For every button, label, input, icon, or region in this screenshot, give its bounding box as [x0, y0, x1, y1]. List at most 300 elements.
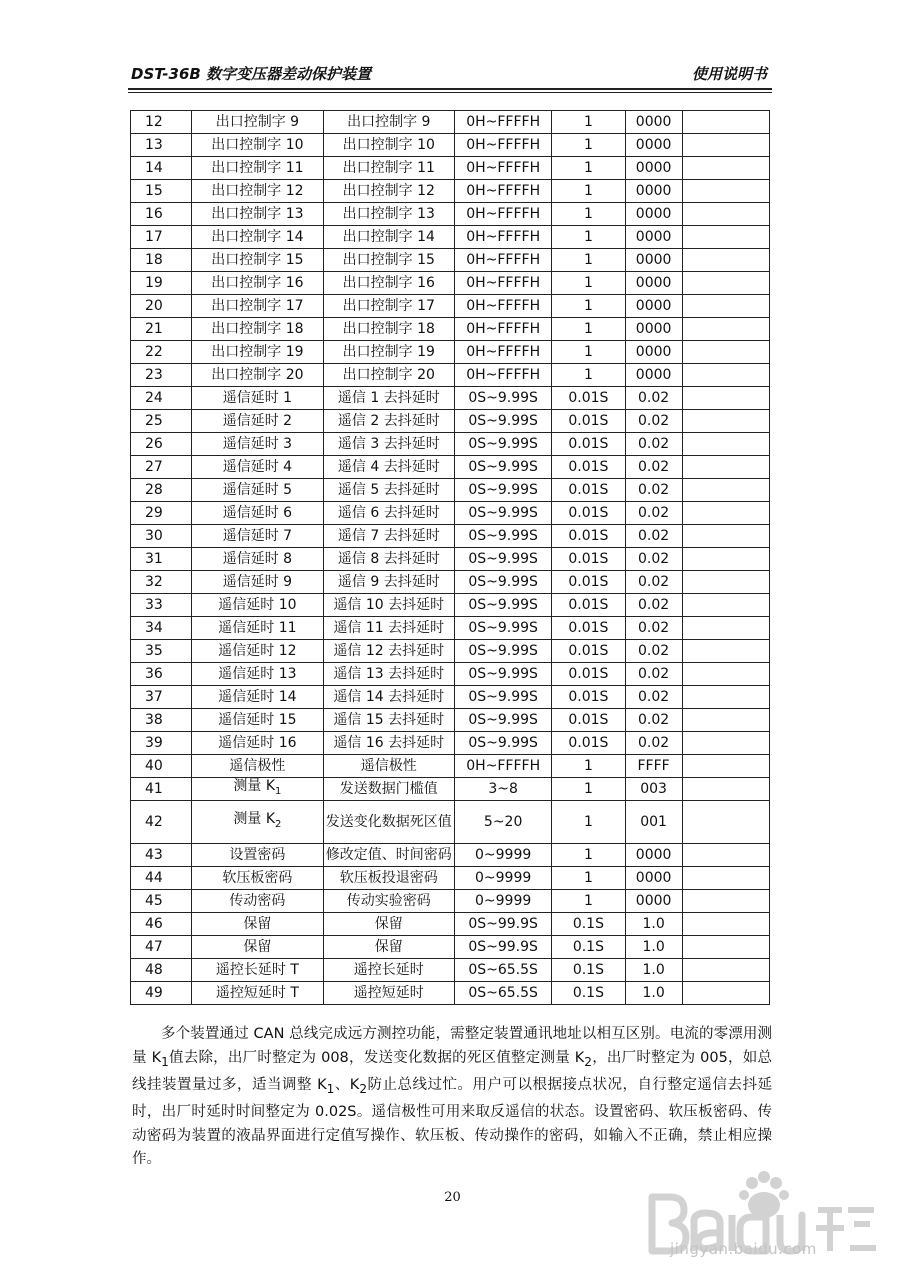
cell-range-text: 0H~FFFFH: [466, 321, 541, 337]
cell-note: [682, 686, 769, 709]
cell-step: [552, 982, 625, 1005]
cell-name-text: 出口控制字 14: [211, 229, 304, 245]
cell-note: [682, 226, 769, 249]
cell-description-text: 出口控制字 20: [342, 367, 435, 383]
table-row: [131, 594, 770, 617]
cell-name: [192, 111, 323, 134]
cell-name: [192, 364, 323, 387]
cell-description-text: 遥控长延时: [353, 962, 424, 978]
cell-default-text: 001: [640, 814, 667, 830]
cell-number-text: 34: [145, 620, 163, 636]
cell-description-text: 出口控制字 17: [342, 298, 435, 314]
table-row: [131, 364, 770, 387]
cell-note: [682, 134, 769, 157]
cell-note: [682, 479, 769, 502]
cell-step-text: 0.1S: [572, 916, 604, 932]
cell-range-text: 0~9999: [475, 870, 532, 886]
cell-name: [192, 663, 323, 686]
cell-step: [552, 732, 625, 755]
cell-step: [552, 801, 625, 844]
cell-range-text: 0H~FFFFH: [466, 183, 541, 199]
cell-default: [625, 456, 682, 479]
cell-number-text: 21: [145, 321, 163, 337]
cell-note: [682, 982, 769, 1005]
cell-number: [131, 640, 192, 663]
cell-step-text: 1: [583, 183, 593, 199]
cell-number-text: 15: [145, 183, 163, 199]
header-rule: [128, 88, 772, 93]
cell-step-text: 1: [583, 252, 593, 268]
cell-name-subscript: 2: [275, 818, 282, 830]
cell-range: [455, 433, 552, 456]
cell-description-text: 出口控制字 15: [342, 252, 435, 268]
watermark-url: jingyan.baidu.com: [670, 1240, 817, 1258]
cell-description: [323, 479, 454, 502]
cell-default-text: 003: [640, 781, 667, 797]
cell-default-text: 0000: [635, 893, 672, 909]
cell-step: [552, 525, 625, 548]
cell-number: [131, 387, 192, 410]
cell-range: [455, 801, 552, 844]
cell-description-text: 遥信 4 去抖延时: [337, 459, 440, 475]
cell-description-text: 出口控制字 19: [342, 344, 435, 360]
cell-description-text: 遥信 3 去抖延时: [337, 436, 440, 452]
cell-description-text: 出口控制字 18: [342, 321, 435, 337]
cell-step: [552, 341, 625, 364]
cell-step-text: 0.01S: [568, 620, 609, 636]
cell-note: [682, 180, 769, 203]
cell-number-text: 39: [145, 735, 163, 751]
cell-range: [455, 686, 552, 709]
cell-name-text: 遥信延时 2: [222, 413, 293, 429]
cell-description: [323, 364, 454, 387]
cell-note: [682, 801, 769, 844]
cell-description-text: 遥信极性: [360, 758, 417, 774]
cell-step: [552, 180, 625, 203]
cell-step-text: 0.01S: [568, 505, 609, 521]
cell-number: [131, 111, 192, 134]
cell-default: [625, 525, 682, 548]
cell-number-text: 35: [145, 643, 163, 659]
cell-default: [625, 778, 682, 801]
cell-range-text: 0S~9.99S: [468, 689, 538, 705]
cell-step: [552, 778, 625, 801]
cell-step: [552, 295, 625, 318]
cell-step: [552, 134, 625, 157]
cell-default-text: 0.02: [638, 436, 670, 452]
cell-default: [625, 594, 682, 617]
cell-default-text: 0.02: [638, 666, 670, 682]
cell-description-text: 遥信 16 去抖延时: [333, 735, 445, 751]
table-row: [131, 410, 770, 433]
cell-number-text: 22: [145, 344, 163, 360]
cell-default-text: 0.02: [638, 505, 670, 521]
cell-note: [682, 249, 769, 272]
cell-range: [455, 709, 552, 732]
cell-range: [455, 295, 552, 318]
cell-note: [682, 617, 769, 640]
cell-default: [625, 959, 682, 982]
cell-range: [455, 318, 552, 341]
table-row: [131, 801, 770, 844]
cell-name-text: 遥信延时 12: [218, 643, 297, 659]
cell-range: [455, 594, 552, 617]
cell-default: [625, 111, 682, 134]
cell-number-text: 23: [145, 367, 163, 383]
cell-step-text: 0.1S: [572, 985, 604, 1001]
cell-description-text: 遥信 6 去抖延时: [337, 505, 440, 521]
cell-step: [552, 571, 625, 594]
cell-description-text: 遥控短延时: [353, 985, 424, 1001]
table-row: [131, 640, 770, 663]
cell-range-text: 0S~9.99S: [468, 436, 538, 452]
cell-range-text: 0H~FFFFH: [466, 367, 541, 383]
cell-range-text: 0S~9.99S: [468, 459, 538, 475]
cell-description-text: 出口控制字 12: [342, 183, 435, 199]
cell-number: [131, 134, 192, 157]
cell-description: [323, 867, 454, 890]
cell-step: [552, 959, 625, 982]
cell-step-text: 1: [583, 298, 593, 314]
cell-range: [455, 617, 552, 640]
paragraph-subscript: 2: [359, 1081, 368, 1096]
cell-name-text: 设置密码: [229, 847, 286, 863]
cell-description-text: 遥信 5 去抖延时: [337, 482, 440, 498]
table-row: [131, 226, 770, 249]
cell-number: [131, 801, 192, 844]
cell-name: [192, 525, 323, 548]
cell-name: [192, 502, 323, 525]
cell-description: [323, 913, 454, 936]
cell-number: [131, 479, 192, 502]
table-row: [131, 959, 770, 982]
cell-name: [192, 959, 323, 982]
cell-number-text: 17: [145, 229, 163, 245]
cell-range: [455, 663, 552, 686]
cell-step: [552, 890, 625, 913]
cell-number-text: 30: [145, 528, 163, 544]
cell-name-text: 遥信延时 10: [218, 597, 297, 613]
cell-description-text: 遥信 1 去抖延时: [337, 390, 440, 406]
cell-name: [192, 801, 323, 844]
cell-number: [131, 272, 192, 295]
cell-step: [552, 111, 625, 134]
cell-note: [682, 203, 769, 226]
cell-step: [552, 364, 625, 387]
description-paragraph: [132, 1023, 772, 1172]
cell-default-text: 0000: [635, 275, 672, 291]
cell-note: [682, 844, 769, 867]
cell-name-text: 遥信延时 13: [218, 666, 297, 682]
cell-default-text: 0.02: [638, 735, 670, 751]
cell-name-text: 出口控制字 17: [211, 298, 304, 314]
cell-range: [455, 111, 552, 134]
cell-number-text: 28: [145, 482, 163, 498]
cell-step-text: 1: [583, 344, 593, 360]
cell-step-text: 1: [583, 870, 593, 886]
cell-default: [625, 801, 682, 844]
cell-name-text: 遥信延时 4: [222, 459, 293, 475]
cell-number: [131, 867, 192, 890]
cell-note: [682, 709, 769, 732]
cell-range-text: 0H~FFFFH: [466, 114, 541, 130]
cell-number-text: 14: [145, 160, 163, 176]
cell-description: [323, 709, 454, 732]
cell-number-text: 40: [145, 758, 163, 774]
table-row: [131, 663, 770, 686]
cell-range: [455, 525, 552, 548]
cell-name-text: 出口控制字 13: [211, 206, 304, 222]
cell-range: [455, 157, 552, 180]
cell-description: [323, 686, 454, 709]
cell-default-text: 0.02: [638, 597, 670, 613]
cell-note: [682, 867, 769, 890]
cell-note: [682, 755, 769, 778]
cell-name: [192, 890, 323, 913]
cell-range: [455, 867, 552, 890]
cell-default: [625, 433, 682, 456]
cell-description: [323, 959, 454, 982]
cell-name-text: 遥信延时 6: [222, 505, 293, 521]
cell-note: [682, 571, 769, 594]
cell-name-text: 传动密码: [229, 893, 286, 909]
cell-number-text: 33: [145, 597, 163, 613]
cell-default: [625, 982, 682, 1005]
table-row: [131, 732, 770, 755]
cell-number: [131, 410, 192, 433]
cell-range-text: 0S~9.99S: [468, 712, 538, 728]
cell-name-text: 遥信延时 15: [218, 712, 297, 728]
cell-name: [192, 594, 323, 617]
cell-default: [625, 686, 682, 709]
cell-description-text: 遥信 9 去抖延时: [337, 574, 440, 590]
table-row: [131, 456, 770, 479]
cell-default: [625, 318, 682, 341]
cell-number: [131, 157, 192, 180]
cell-default-text: 0000: [635, 321, 672, 337]
cell-default-text: 0000: [635, 206, 672, 222]
cell-range: [455, 180, 552, 203]
cell-note: [682, 433, 769, 456]
cell-description: [323, 433, 454, 456]
cell-default-text: 0000: [635, 252, 672, 268]
cell-step: [552, 867, 625, 890]
cell-description-text: 出口控制字 14: [342, 229, 435, 245]
cell-range: [455, 913, 552, 936]
cell-description: [323, 226, 454, 249]
cell-number: [131, 525, 192, 548]
table-row: [131, 982, 770, 1005]
cell-name: [192, 982, 323, 1005]
cell-name-text: 出口控制字 15: [211, 252, 304, 268]
cell-description-text: 出口控制字 10: [342, 137, 435, 153]
table-row: [131, 111, 770, 134]
cell-default-text: 0000: [635, 137, 672, 153]
cell-number: [131, 295, 192, 318]
cell-name-text: 遥信延时 11: [218, 620, 297, 636]
cell-number-text: 26: [145, 436, 163, 452]
cell-number-text: 32: [145, 574, 163, 590]
cell-note: [682, 640, 769, 663]
cell-range: [455, 479, 552, 502]
cell-description: [323, 778, 454, 801]
table-row: [131, 778, 770, 801]
cell-default: [625, 890, 682, 913]
cell-step: [552, 844, 625, 867]
cell-step-text: 0.01S: [568, 597, 609, 613]
cell-name-text: 软压板密码: [222, 870, 293, 886]
cell-step-text: 0.01S: [568, 413, 609, 429]
cell-range-text: 0~9999: [475, 847, 532, 863]
cell-name-text: 遥控短延时 T: [215, 985, 299, 1001]
cell-default: [625, 502, 682, 525]
cell-description: [323, 844, 454, 867]
cell-step-text: 0.01S: [568, 390, 609, 406]
cell-name-text: 遥控长延时 T: [215, 962, 299, 978]
table-row: [131, 295, 770, 318]
cell-number: [131, 341, 192, 364]
cell-step: [552, 594, 625, 617]
paragraph-subscript: 2: [584, 1054, 592, 1069]
cell-description: [323, 341, 454, 364]
cell-number-text: 12: [145, 114, 163, 130]
cell-number-text: 43: [145, 847, 163, 863]
cell-range-text: 3~8: [488, 781, 518, 797]
cell-name-text: 遥信延时 3: [222, 436, 293, 452]
cell-description: [323, 525, 454, 548]
cell-number-text: 25: [145, 413, 163, 429]
cell-number-text: 13: [145, 137, 163, 153]
cell-default-text: 0.02: [638, 643, 670, 659]
cell-name-text: 出口控制字 12: [211, 183, 304, 199]
cell-name-text: 遥信延时 1: [222, 390, 293, 406]
cell-note: [682, 732, 769, 755]
paragraph-text: 防止总线过忙。用户可以根据接点状况，自行整定遥信去抖延时，出厂时延时时间整定为 0.02S。遥信极性可用来取反遥信的状态。设置密码、软压板密码、传动密码为装置的液晶界面进行定值写操作、软压板、传动操作的密码，如输入不正确，禁止相应操作。: [132, 1076, 773, 1168]
cell-number-text: 44: [145, 870, 163, 886]
cell-step: [552, 479, 625, 502]
cell-note: [682, 594, 769, 617]
cell-range: [455, 502, 552, 525]
cell-note: [682, 502, 769, 525]
table-row: [131, 180, 770, 203]
cell-description-text: 出口控制字 13: [342, 206, 435, 222]
cell-default: [625, 867, 682, 890]
cell-step-text: 1: [583, 206, 593, 222]
cell-step: [552, 936, 625, 959]
cell-step: [552, 456, 625, 479]
cell-name: [192, 249, 323, 272]
cell-name: [192, 318, 323, 341]
cell-range-text: 0H~FFFFH: [466, 206, 541, 222]
table-row: [131, 433, 770, 456]
table-row: [131, 387, 770, 410]
cell-step: [552, 226, 625, 249]
cell-description-text: 修改定值、时间密码: [325, 847, 452, 863]
cell-name-text: 测量 K: [233, 811, 276, 828]
cell-number-text: 19: [145, 275, 163, 291]
cell-default: [625, 203, 682, 226]
cell-range-text: 0H~FFFFH: [466, 344, 541, 360]
cell-step: [552, 157, 625, 180]
cell-number: [131, 617, 192, 640]
cell-default-text: 1.0: [642, 962, 665, 978]
cell-note: [682, 548, 769, 571]
cell-description: [323, 456, 454, 479]
table-row: [131, 890, 770, 913]
cell-range-text: 0H~FFFFH: [466, 758, 541, 774]
cell-note: [682, 111, 769, 134]
cell-name: [192, 732, 323, 755]
cell-step: [552, 913, 625, 936]
cell-name: [192, 272, 323, 295]
cell-step: [552, 318, 625, 341]
cell-range-text: 0S~9.99S: [468, 620, 538, 636]
table-row: [131, 913, 770, 936]
cell-number: [131, 180, 192, 203]
cell-range: [455, 778, 552, 801]
cell-default-text: 0000: [635, 114, 672, 130]
cell-range: [455, 571, 552, 594]
cell-range: [455, 732, 552, 755]
cell-default: [625, 732, 682, 755]
cell-note: [682, 456, 769, 479]
cell-default-text: 0000: [635, 229, 672, 245]
cell-step-text: 0.01S: [568, 459, 609, 475]
cell-description: [323, 755, 454, 778]
cell-step-text: 0.01S: [568, 528, 609, 544]
cell-number: [131, 732, 192, 755]
cell-description: [323, 111, 454, 134]
cell-description-text: 遥信 15 去抖延时: [333, 712, 445, 728]
cell-note: [682, 663, 769, 686]
cell-number-text: 45: [145, 893, 163, 909]
cell-step-text: 0.01S: [568, 436, 609, 452]
cell-name-text: 测量 K: [233, 778, 276, 795]
cell-name-text: 出口控制字 9: [215, 114, 300, 130]
cell-name-text: 出口控制字 19: [211, 344, 304, 360]
cell-range-text: 0H~FFFFH: [466, 252, 541, 268]
cell-number: [131, 663, 192, 686]
cell-default: [625, 755, 682, 778]
cell-range: [455, 134, 552, 157]
cell-step: [552, 686, 625, 709]
cell-description-text: 保留: [374, 916, 403, 932]
cell-range-text: 0S~99.9S: [468, 916, 538, 932]
cell-description: [323, 203, 454, 226]
cell-number: [131, 913, 192, 936]
header-manual-label: 使用说明书: [691, 65, 767, 83]
cell-step: [552, 663, 625, 686]
table-row: [131, 502, 770, 525]
cell-step-text: 0.01S: [568, 551, 609, 567]
table-row: [131, 617, 770, 640]
table-row: [131, 341, 770, 364]
cell-name: [192, 755, 323, 778]
cell-default-text: 0000: [635, 183, 672, 199]
cell-default: [625, 134, 682, 157]
cell-description: [323, 617, 454, 640]
cell-description-text: 出口控制字 9: [347, 114, 431, 130]
cell-default: [625, 617, 682, 640]
cell-note: [682, 272, 769, 295]
cell-default: [625, 844, 682, 867]
cell-step-text: 1: [583, 367, 593, 383]
cell-description-text: 出口控制字 11: [342, 160, 435, 176]
cell-number-text: 48: [145, 962, 163, 978]
cell-number: [131, 226, 192, 249]
cell-number-text: 18: [145, 252, 163, 268]
cell-description: [323, 732, 454, 755]
